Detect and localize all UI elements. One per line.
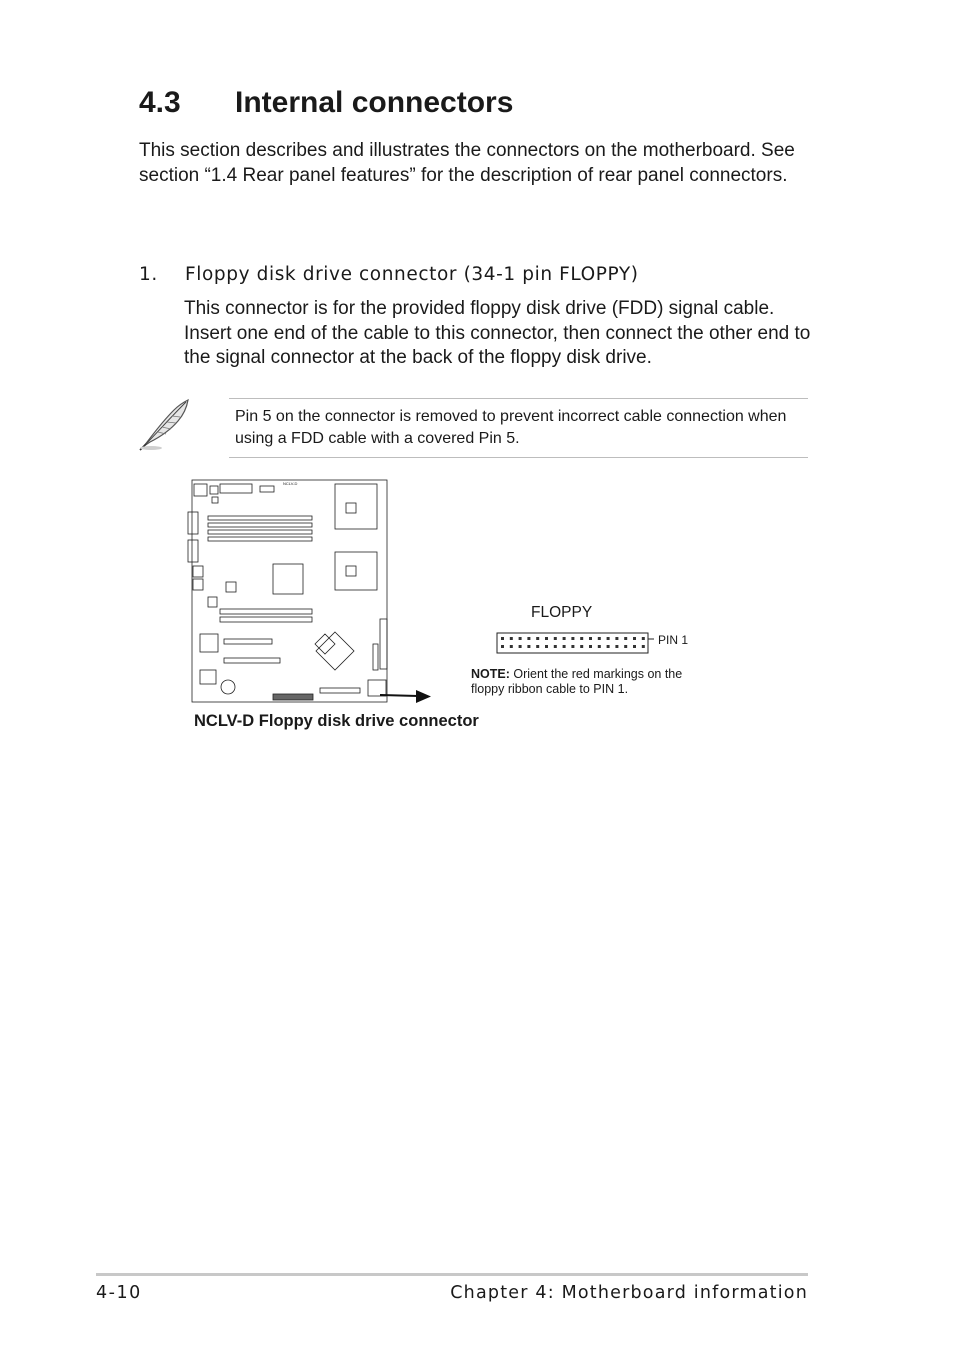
section-heading — [139, 86, 513, 120]
pin1-label: PIN 1 — [658, 633, 689, 647]
header-pin — [607, 645, 610, 648]
header-pin — [615, 637, 618, 640]
header-pin — [510, 645, 513, 648]
pointer-arrow-line — [380, 695, 418, 696]
item-title-text: Floppy disk drive connector (34-1 pin FLOPPY) — [185, 264, 639, 285]
note-top-rule — [229, 398, 808, 399]
header-pin — [519, 645, 522, 648]
header-pin — [527, 637, 530, 640]
header-pin — [589, 645, 592, 648]
board-outline — [192, 480, 387, 702]
header-pin — [519, 637, 522, 640]
figure-note — [471, 667, 711, 696]
feather-pen-icon — [138, 396, 192, 452]
header-pin — [624, 645, 627, 648]
note-bottom-rule — [229, 457, 808, 458]
header-pin — [633, 645, 636, 648]
header-pin — [536, 645, 539, 648]
header-pin — [580, 645, 583, 648]
header-pin — [536, 637, 539, 640]
header-pin — [598, 637, 601, 640]
header-pin — [510, 637, 513, 640]
section-title: Internal connectors — [235, 86, 514, 119]
footer-rule — [96, 1273, 808, 1276]
header-pin — [563, 637, 566, 640]
header-pin — [580, 637, 583, 640]
header-pin — [598, 645, 601, 648]
header-pin — [545, 637, 548, 640]
header-pin — [589, 637, 592, 640]
board-label: NCLV-D — [283, 481, 298, 486]
page-number: 4-10 — [96, 1283, 142, 1303]
header-pin — [527, 645, 530, 648]
header-pin — [501, 645, 504, 648]
section-number: 4.3 — [139, 86, 181, 119]
header-pin — [545, 645, 548, 648]
header-pin — [633, 637, 636, 640]
header-pin — [607, 637, 610, 640]
header-pin — [642, 645, 645, 648]
note-text: Pin 5 on the connector is removed to prevent incorrect cable connection when using a FDD cable with a covered Pin 5. — [235, 408, 787, 447]
floppy-pin-header — [496, 632, 654, 654]
header-pin — [624, 637, 627, 640]
figure-caption: NCLV-D Floppy disk drive connector — [194, 712, 479, 730]
figure-note-text: Orient the red markings on the floppy ribbon cable to PIN 1. — [471, 667, 683, 696]
header-pin — [642, 637, 645, 640]
header-pin — [563, 645, 566, 648]
header-pin — [571, 637, 574, 640]
header-pin — [554, 645, 557, 648]
header-pin — [501, 637, 504, 640]
item-index: 1. — [139, 264, 158, 285]
header-pin — [615, 645, 618, 648]
arrow-icon — [416, 690, 431, 703]
chapter-label: Chapter 4: Motherboard information — [450, 1283, 808, 1303]
item-title — [139, 264, 639, 285]
floppy-connector-label: FLOPPY — [531, 604, 593, 621]
figure-note-prefix: NOTE: — [471, 667, 510, 681]
header-pin — [571, 645, 574, 648]
header-pin — [554, 637, 557, 640]
intro-paragraph: This section describes and illustrates the connectors on the motherboard. See section “1.4 Rear panel features” for the description of rear panel connectors. — [139, 140, 795, 186]
item-body: This connector is for the provided floppy disk drive (FDD) signal cable. Insert one end of the cable to this connector, then connect the other end to the signal connector at the back of the floppy disk drive. — [184, 298, 811, 368]
